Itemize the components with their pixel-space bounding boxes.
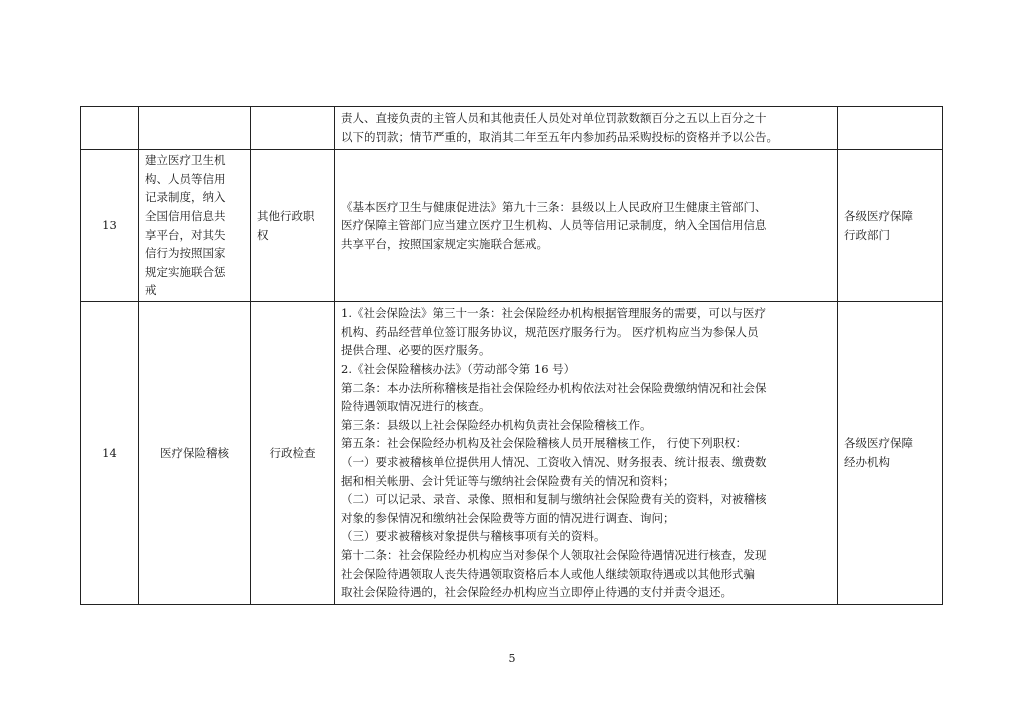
cell-item: [139, 302, 251, 605]
item-line: 享平台，对其失: [145, 227, 226, 242]
basis-line: 据和相关帐册、会计凭证等与缴纳社会保险费有关的情况和资料；: [341, 473, 675, 488]
basis-line: 险待遇领取情况进行的核查。: [341, 399, 491, 414]
basis-line: 1.《社会保险法》第三十一条：社会保险经办机构根据管理服务的需要，可以与医疗: [341, 306, 766, 321]
cell-subject: [838, 107, 943, 150]
regulation-table: [80, 106, 943, 605]
basis-line: 共享平台，按照国家规定实施联合惩戒。: [341, 236, 548, 251]
cell-no: 14: [81, 302, 139, 605]
basis-line: 第五条：社会保险经办机构及社会保险稽核人员开展稽核工作， 行使下列职权：: [341, 436, 748, 451]
basis-line: 2.《社会保险稽核办法》（劳动部令第 16 号）: [341, 362, 576, 377]
cell-type: [251, 302, 335, 605]
cell-subject: [838, 302, 943, 605]
cell-type: [251, 107, 335, 150]
cell-item: [139, 107, 251, 150]
subject-line: 各级医疗保障: [844, 208, 913, 223]
type-line: 行政检查: [269, 445, 316, 460]
type-line: 权: [257, 227, 269, 242]
basis-line: 对象的参保情况和缴纳社会保险费等方面的情况进行调查、询问；: [341, 510, 675, 525]
item-line: 建立医疗卫生机: [145, 153, 226, 168]
page-number: 5: [508, 652, 516, 665]
basis-line: 第二条：本办法所称稽核是指社会保险经办机构依法对社会保险费缴纳情况和社会保: [341, 380, 767, 395]
cell-basis: [335, 302, 838, 605]
basis-line: （二）可以记录、录音、录像、照相和复制与缴纳社会保险费有关的资料，对被稽核: [341, 492, 767, 507]
cell-type: [251, 150, 335, 302]
type-line: 其他行政职: [257, 208, 315, 223]
subject-line: 行政部门: [844, 227, 890, 242]
basis-line: （一）要求被稽核单位提供用人情况、工资收入情况、财务报表、统计报表、缴费数: [341, 455, 767, 469]
item-line: 构、人员等信用: [145, 171, 226, 186]
cell-basis: [335, 107, 838, 150]
item-line: 规定实施联合惩: [145, 264, 226, 279]
subject-line: 各级医疗保障: [844, 436, 913, 451]
table-row-continued: [81, 107, 943, 150]
cell-no: [81, 107, 139, 150]
item-line: 信行为按照国家: [145, 246, 226, 261]
basis-line: 责人、直接负责的主管人员和其他责任人员处对单位罚款数额百分之五以上百分之十: [341, 111, 767, 126]
table-row-13: [81, 150, 943, 302]
basis-line: 提供合理、必要的医疗服务。: [341, 343, 491, 358]
basis-line: 第三条：县级以上社会保险经办机构负责社会保险稽核工作。: [341, 417, 652, 432]
item-line: 全国信用信息共: [145, 208, 226, 223]
basis-line: 第十二条：社会保险经办机构应当对参保个人领取社会保险待遇情况进行核查，发现: [341, 547, 767, 562]
table-row-14: [81, 302, 943, 605]
subject-line: 经办机构: [844, 455, 890, 469]
cell-no: 13: [81, 150, 139, 302]
cell-basis: [335, 150, 838, 302]
basis-line: 社会保险待遇领取人丧失待遇领取资格后本人或他人继续领取待遇或以其他形式骗: [341, 566, 755, 581]
item-line: 医疗保险稽核: [160, 445, 229, 460]
item-line: 戒: [145, 283, 157, 298]
basis-line: 以下的罚款；情节严重的，取消其二年至五年内参加药品采购投标的资格并予以公告。: [341, 130, 778, 144]
basis-line: 机构、药品经营单位签订服务协议，规范医疗服务行为。 医疗机构应当为参保人员: [341, 324, 759, 339]
basis-line: 医疗保障主管部门应当建立医疗卫生机构、人员等信用记录制度，纳入全国信用信息: [341, 218, 767, 233]
cell-item: [139, 150, 251, 302]
basis-line: （三）要求被稽核对象提供与稽核事项有关的资料。: [341, 529, 606, 544]
cell-subject: [838, 150, 943, 302]
basis-line: 《基本医疗卫生与健康促进法》第九十三条：县级以上人民政府卫生健康主管部门、: [341, 199, 767, 214]
basis-line: 取社会保险待遇的，社会保险经办机构应当立即停止待遇的支付并责令退还。: [341, 585, 732, 600]
item-line: 记录制度，纳入: [145, 190, 226, 205]
